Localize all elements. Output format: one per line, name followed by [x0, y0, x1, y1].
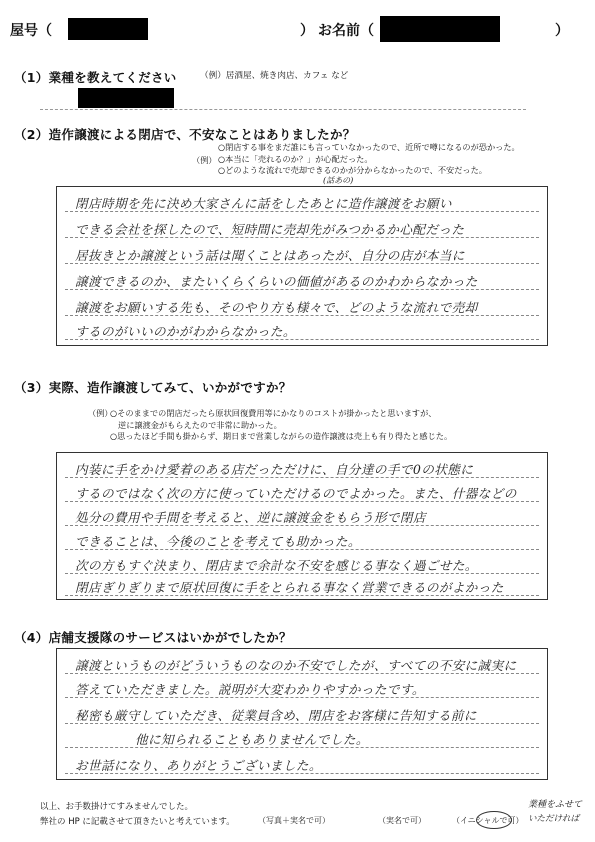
q3-answer-line-6: 閉店ぎりぎりまで原状回復に手をとられる事なく営業できるのがよかった — [75, 580, 504, 595]
q2-example-3: ○どのような流れで売却できるのかが分からなかったので、不安だった。 — [218, 165, 487, 175]
q2-insert-note: (話あの) — [323, 176, 354, 185]
q2-answer-line-5: 譲渡をお願いする先も、そのやり方も様々で、どのような流れで売却 — [75, 300, 478, 315]
q3-example-2: 逆に譲渡金がもらえたので非常に助かった。 — [118, 419, 282, 430]
q3-title: （3）実際、造作譲渡してみて、いかがですか？ — [14, 380, 292, 395]
q2-answer-line-4: 譲渡できるのか、またいくらくらいの価値があるのかわからなかった — [75, 274, 478, 289]
q2-answer-line-1: 閉店時期を先に決め大家さんに話をしたあとに造作譲渡をお願い — [75, 196, 452, 211]
q3-answer-line-4: できることは、今後のことを考えても助かった。 — [75, 534, 361, 549]
footer-thanks: 以上、お手数掛けてすみませんでした。 — [40, 802, 194, 812]
q3-example-3: ○思ったほど手間も掛からず、期日まで営業しながらの造作譲渡は売上も有り得たと感じた。 — [110, 431, 453, 441]
q2-answer-line-3: 居抜きとか譲渡という話は聞くことはあったが、自分の店が本当に — [75, 248, 465, 263]
shop-name-label: 屋号（ — [10, 23, 52, 39]
q4-title: （4）店舗支援隊のサービスはいかがでしたか？ — [14, 630, 292, 645]
q4-answer-line-4: 他に知られることもありませんでした。 — [135, 732, 369, 747]
q3-answer-line-3: 処分の費用や手間を考えると、逆に譲渡金をもらう形で閉店 — [75, 510, 426, 525]
q3-answer-line-2: するのではなく次の方に使っていただけるのでよかった。また、什器などの — [75, 486, 517, 501]
q2-answer-line-6: するのがいいのかがわからなかった。 — [75, 324, 296, 339]
q1-answer-line — [40, 109, 526, 110]
customer-name-close: ） — [555, 23, 569, 39]
q3-answer-box — [56, 452, 548, 600]
shop-name-close: ） — [300, 23, 314, 39]
q3-answer-line-5: 次の方もすぐ決まり、閉店まで余計な不安を感じる事なく過ごせた。 — [75, 558, 478, 573]
q4-answer-line-5: お世話になり、ありがとうございました。 — [75, 758, 322, 773]
q4-answer-box — [56, 648, 548, 780]
q2-example-2: ○本当に「売れるのか？」が心配だった。 — [218, 153, 373, 164]
q4-answer-line-3: 秘密も厳守していただき、従業員含め、閉店をお客様に告知する前に — [75, 708, 477, 723]
customer-name-label: お名前（ — [318, 23, 374, 39]
footer-option-real-name: （実名で可） — [378, 816, 426, 825]
q4-answer-line-2: 答えていただきました。説明が大変わかりやすかったです。 — [75, 682, 425, 697]
shop-name-redaction — [68, 18, 148, 40]
q4-answer-line-1: 譲渡というものがどういうものなのか不安でしたが、すべての不安に誠実に — [75, 658, 517, 673]
footer-option-photo-name: （写真＋実名で可） — [258, 816, 330, 825]
footer-option-initial: （イニシャルで可） — [452, 816, 524, 825]
q2-title: （2）造作譲渡による閉店で、不安なことはありましたか？ — [14, 127, 356, 142]
footer-handnote-2: いただければ — [528, 814, 580, 824]
footer-initial-circle — [476, 811, 512, 829]
footer-handnote-1: 業種をふせて — [528, 800, 583, 810]
q2-answer-box — [56, 176, 548, 346]
q2-example-1: ○閉店する事をまだ誰にも言っていなかったので、近所で噂になるのが恐かった。 — [218, 142, 520, 152]
q1-answer-redaction — [78, 88, 174, 108]
q2-example-tag: （例） — [192, 155, 217, 165]
q3-answer-line-1: 内装に手をかけ愛着のある店だっただけに、自分達の手で0の状態に — [75, 462, 474, 477]
q3-example-tag: （例） — [88, 408, 113, 418]
footer-hp-note: 弊社の HP に記載させて頂きたいと考えています。 — [40, 817, 235, 827]
q3-example-1: ○そのままでの閉店だったら原状回復費用等にかなりのコストが掛かったと思いますが、 — [110, 408, 437, 418]
q1-example: （例）居酒屋、焼き肉店、カフェ など — [200, 71, 349, 81]
q2-answer-line-2: できる会社を探したので、短時間に売却先がみつかるか心配だった — [75, 222, 465, 237]
q1-title: （1）業種を教えてください — [14, 70, 177, 85]
customer-name-redaction — [380, 16, 500, 42]
